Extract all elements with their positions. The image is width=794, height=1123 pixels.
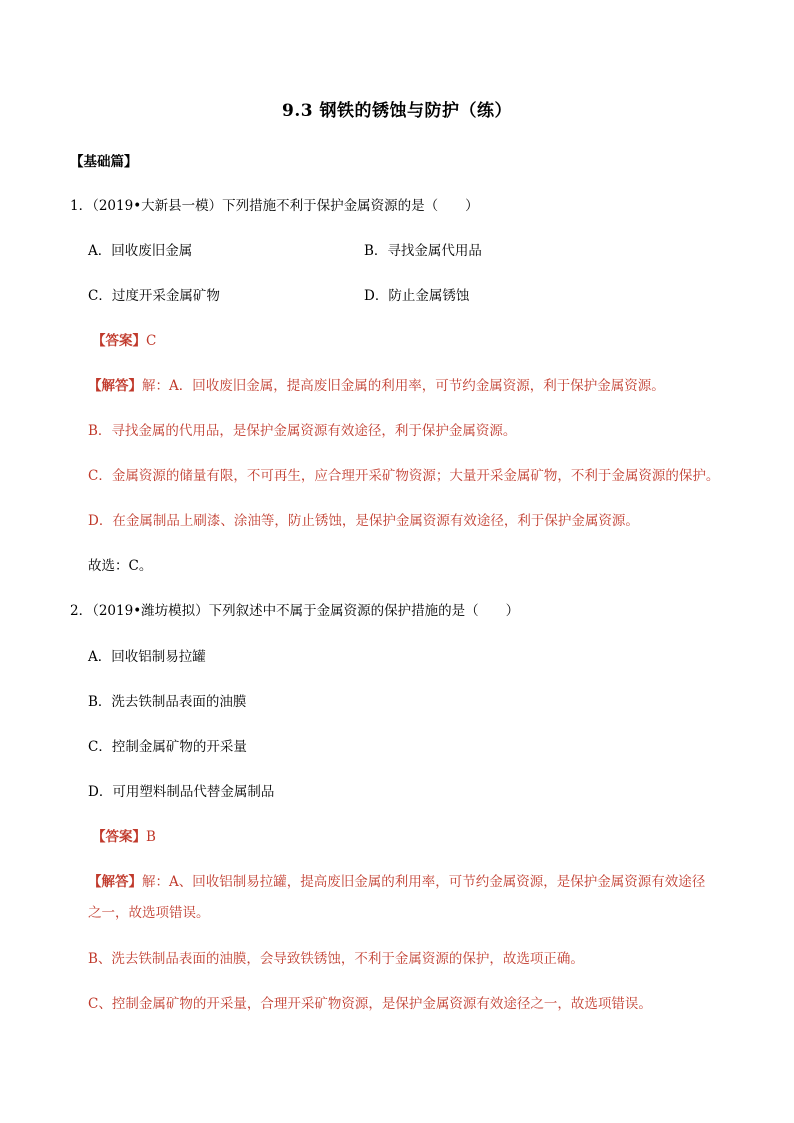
question-2-explanation-line-3: C、控制金属矿物的开采量，合理开采矿物资源，是保护金属资源有效途径之一，故选项错误。	[88, 996, 652, 1012]
explanation-text: 解：A、回收铝制易拉罐，提高废旧金属的利用率，可节约金属资源，是保护金属资源有效途径	[142, 874, 706, 890]
question-1-explanation-line-4: D．在金属制品上刷漆、涂油等，防止锈蚀，是保护金属资源有效途径，利于保护金属资源。	[88, 513, 639, 529]
question-1-explanation-line-2: B．寻找金属的代用品，是保护金属资源有效途径，利于保护金属资源。	[88, 423, 517, 439]
question-2-option-d: D．可用塑料制品代替金属制品	[88, 784, 275, 800]
question-1-explanation-line-3: C．金属资源的储量有限，不可再生，应合理开采矿物资源；大量开采金属矿物，不利于金属资源的保护。	[88, 468, 720, 484]
question-1-answer	[92, 332, 156, 350]
explanation-text: 解：A．回收废旧金属，提高废旧金属的利用率，可节约金属资源，利于保护金属资源。	[142, 378, 665, 394]
answer-tag: 【答案】	[92, 829, 146, 845]
question-1-option-a: A．回收废旧金属	[88, 243, 193, 259]
question-2-answer	[92, 828, 156, 846]
question-1-option-b: B．寻找金属代用品	[364, 243, 482, 259]
question-1-option-c: C．过度开采金属矿物	[88, 288, 220, 304]
explanation-tag: 【解答】	[88, 874, 142, 890]
page-title: 9.3 钢铁的锈蚀与防护（练）	[282, 101, 512, 121]
question-2-option-a: A．回收铝制易拉罐	[88, 649, 206, 665]
question-2-explanation-line-1-continued: 之一，故选项错误。	[88, 905, 210, 921]
question-1-stem: 1．（2019•大新县一模）下列措施不利于保护金属资源的是（ ）	[70, 198, 479, 214]
question-1-conclusion: 故选：C。	[88, 558, 153, 574]
question-2-option-b: B．洗去铁制品表面的油膜	[88, 694, 247, 710]
answer-value: B	[146, 829, 156, 845]
question-1-option-d: D．防止金属锈蚀	[364, 288, 470, 304]
question-2-option-c: C．控制金属矿物的开采量	[88, 739, 247, 755]
answer-value: C	[146, 333, 157, 349]
question-2-explanation-line-1	[88, 873, 705, 891]
question-1-explanation-line-1	[88, 377, 665, 395]
section-label: 【基础篇】	[70, 154, 138, 170]
answer-tag: 【答案】	[92, 333, 146, 349]
explanation-tag: 【解答】	[88, 378, 142, 394]
question-2-stem: 2．（2019•潍坊模拟）下列叙述中不属于金属资源的保护措施的是（ ）	[70, 603, 520, 619]
question-2-explanation-line-2: B、洗去铁制品表面的油膜，会导致铁锈蚀，不利于金属资源的保护，故选项正确。	[88, 951, 584, 967]
